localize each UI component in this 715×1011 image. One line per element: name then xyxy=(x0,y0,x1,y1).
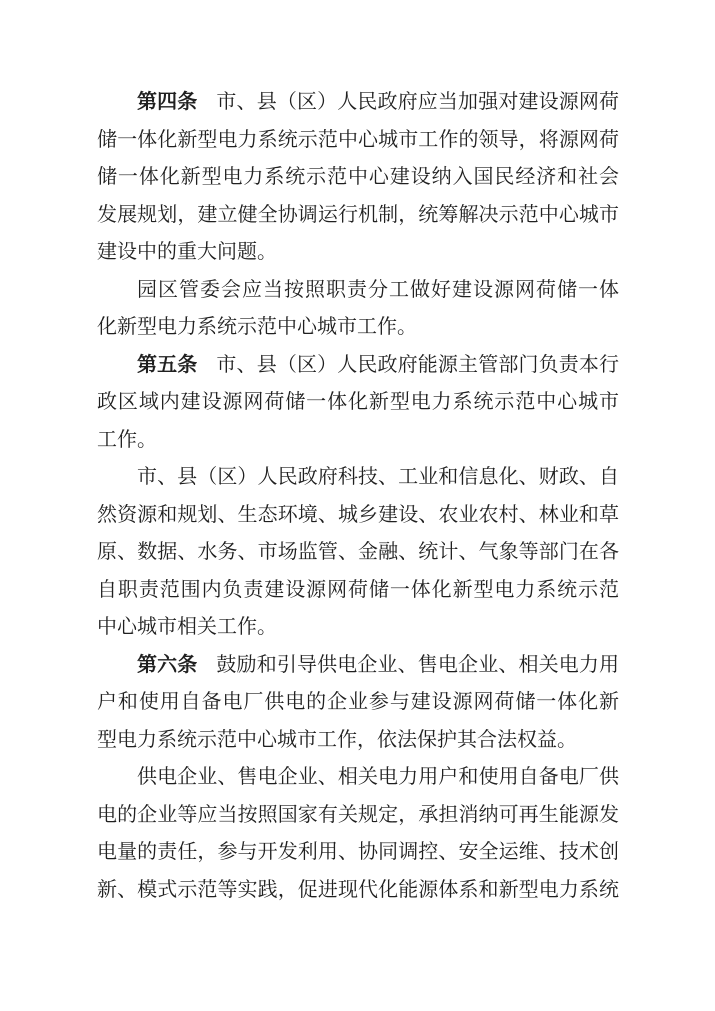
article-number-label: 第六条 xyxy=(137,653,198,676)
text-line: 电的企业等应当按照国家有关规定，承担消纳可再生能源发 xyxy=(97,803,619,826)
paragraph xyxy=(97,272,619,347)
text-line: 新、模式示范等实践，促进现代化能源体系和新型电力系统 xyxy=(97,878,619,901)
text-line: 政区域内建设源网荷储一体化新型电力系统示范中心城市 xyxy=(97,391,619,413)
text-line: 市、县（区）人民政府科技、工业和信息化、财政、自 xyxy=(137,466,619,488)
text-line: 园区管委会应当按照职责分工做好建设源网荷储一体 xyxy=(137,278,619,301)
text-line: 储一体化新型电力系统示范中心建设纳入国民经济和社会 xyxy=(97,166,619,188)
text-line: 储一体化新型电力系统示范中心城市工作的领导，将源网荷 xyxy=(97,128,619,151)
text-line: 工作。 xyxy=(97,428,157,451)
text-line: 自职责范围内负责建设源网荷储一体化新型电力系统示范 xyxy=(97,578,619,601)
text-line: 中心城市相关工作。 xyxy=(97,616,277,638)
text-line: 化新型电力系统示范中心城市工作。 xyxy=(97,316,417,338)
text-line: 然资源和规划、生态环境、城乡建设、农业农村、林业和草 xyxy=(97,503,619,526)
text-line: 第六条 鼓励和引导供电企业、售电企业、相关电力用 xyxy=(137,653,620,676)
paragraph xyxy=(97,759,619,909)
text-line: 第四条 市、县（区）人民政府应当加强对建设源网荷 xyxy=(137,91,620,113)
text-line: 发展规划，建立健全协调运行机制，统筹解决示范中心城市 xyxy=(97,203,619,226)
paragraph xyxy=(97,84,619,272)
text-line: 供电企业、售电企业、相关电力用户和使用自备电厂供 xyxy=(137,766,619,788)
text-line: 第五条 市、县（区）人民政府能源主管部门负责本行 xyxy=(137,353,620,376)
text-line: 户和使用自备电厂供电的企业参与建设源网荷储一体化新 xyxy=(97,691,619,713)
paragraph xyxy=(97,647,619,760)
document-body xyxy=(97,84,619,909)
article-number-label: 第五条 xyxy=(137,353,198,376)
paragraph xyxy=(97,459,619,647)
text-line: 建设中的重大问题。 xyxy=(97,241,277,263)
text-line: 原、数据、水务、市场监管、金融、统计、气象等部门在各 xyxy=(97,541,619,563)
text-line: 型电力系统示范中心城市工作，依法保护其合法权益。 xyxy=(97,728,577,751)
text-line: 电量的责任，参与开发利用、协同调控、安全运维、技术创 xyxy=(97,841,619,863)
article-number-label: 第四条 xyxy=(137,91,198,113)
paragraph xyxy=(97,347,619,460)
